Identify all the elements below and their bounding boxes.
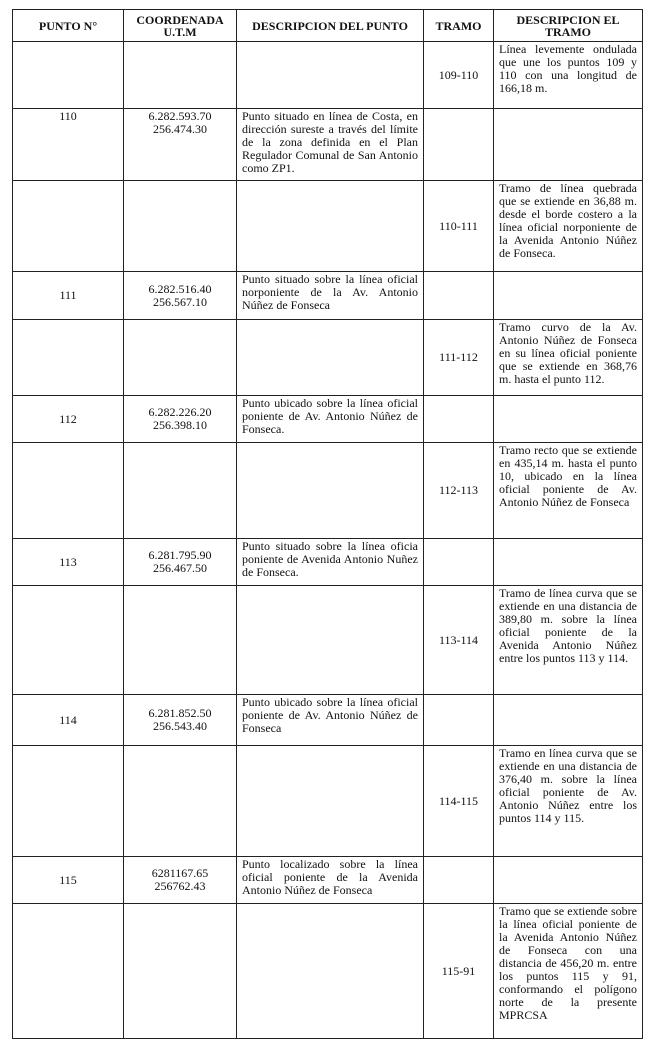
table-row [13, 396, 643, 443]
descripcion-tramo-cell [494, 272, 643, 320]
coordenada-cell [124, 586, 237, 695]
punto-cell [13, 539, 124, 586]
coordenada-cell [124, 857, 237, 904]
tramo-cell [424, 539, 494, 586]
descripcion-tramo-text: Tramo que se extiende sobre la línea oficial poniente de la Avenida Antonio Núñez de Fonseca con una distancia de 456,20 m. entre los puntos 115 y 91, conformando el polígono norte de la presente MPRCSA [499, 904, 637, 1022]
tramo-cell [424, 109, 494, 181]
tramo-cell [424, 443, 494, 539]
coord-east: 256.398.10 [153, 418, 207, 432]
descripcion-tramo-text: Línea levemente ondulada que une los puntos 109 y 110 con una longitud de 166,18 m. [499, 42, 637, 95]
descripcion-punto-cell [237, 539, 424, 586]
coord-east: 256.474.30 [153, 122, 207, 136]
table-row [13, 443, 643, 539]
descripcion-punto-cell [237, 181, 424, 272]
punto-number: 113 [59, 554, 77, 569]
header-coordenada: COORDENADA U.T.M [124, 10, 237, 42]
descripcion-punto-cell [237, 746, 424, 857]
tramo-cell [424, 42, 494, 109]
punto-cell [13, 443, 124, 539]
coordenada-cell [124, 695, 237, 746]
coord-north: 6.282.226.20 [148, 405, 212, 419]
descripcion-tramo-cell [494, 42, 643, 109]
table-row [13, 42, 643, 109]
header-descripcion-punto: DESCRIPCION DEL PUNTO [237, 10, 424, 42]
descripcion-tramo-text: Tramo curvo de la Av. Antonio Núñez de Fonseca en su línea oficial poniente que se extiende en 368,76 m. hasta el punto 112. [499, 320, 637, 386]
coordenada-cell [124, 443, 237, 539]
punto-number: 110 [59, 109, 77, 123]
descripcion-punto-text: Punto situado en línea de Costa, en dirección sureste a través del límite de la zona definida en el Plan Regulador Comunal de San Antonio como ZP1. [242, 109, 418, 175]
coordenada-cell [124, 539, 237, 586]
descripcion-tramo-cell [494, 857, 643, 904]
coordenada-cell [124, 396, 237, 443]
descripcion-punto-cell [237, 42, 424, 109]
descripcion-tramo-text: Tramo en línea curva que se extiende en una distancia de 376,40 m. sobre la línea oficial poniente de Av. Antonio Núñez entre los puntos 114 y 115. [499, 746, 637, 825]
descripcion-tramo-cell [494, 396, 643, 443]
tramo-label: 112-113 [438, 483, 479, 497]
table-row [13, 272, 643, 320]
header-punto: PUNTO N° [13, 10, 124, 42]
points-table [12, 9, 643, 1039]
descripcion-punto-text: Punto localizado sobre la línea oficial poniente de la Avenida Antonio Núñez de Fonseca [242, 857, 418, 897]
tramo-label: 115-91 [441, 963, 476, 978]
coord-north: 6.281.795.90 [148, 548, 212, 562]
punto-cell [13, 109, 124, 181]
coord-north: 6281167.65 [151, 866, 209, 880]
table-row [13, 695, 643, 746]
tramo-cell [424, 396, 494, 443]
tramo-cell [424, 181, 494, 272]
descripcion-punto-cell [237, 320, 424, 396]
coordenada-cell [124, 42, 237, 109]
descripcion-tramo-cell [494, 320, 643, 396]
punto-number: 115 [59, 872, 77, 887]
descripcion-punto-cell [237, 904, 424, 1039]
table-row [13, 109, 643, 181]
tramo-label: 114-115 [438, 793, 479, 808]
document-page [12, 9, 642, 1039]
coordenada-cell [124, 109, 237, 181]
punto-cell [13, 272, 124, 320]
punto-cell [13, 746, 124, 857]
punto-number: 111 [59, 288, 77, 302]
punto-cell [13, 42, 124, 109]
descripcion-tramo-cell [494, 586, 643, 695]
descripcion-punto-cell [237, 443, 424, 539]
punto-number: 114 [59, 712, 77, 727]
coord-north: 6.282.516.40 [148, 281, 212, 296]
header-row [13, 10, 643, 42]
descripcion-punto-text: Punto situado sobre la línea oficia poniente de Avenida Antonio Nuñez de Fonseca. [242, 539, 418, 579]
descripcion-punto-cell [237, 396, 424, 443]
coord-east: 256.467.50 [153, 561, 207, 575]
table-row [13, 320, 643, 396]
table-row [13, 539, 643, 586]
tramo-cell [424, 272, 494, 320]
header-descripcion-tramo: DESCRIPCION EL TRAMO [494, 10, 643, 42]
tramo-cell [424, 695, 494, 746]
coord-east: 256.567.10 [153, 294, 207, 309]
tramo-cell [424, 320, 494, 396]
tramo-cell [424, 857, 494, 904]
descripcion-tramo-cell [494, 109, 643, 181]
tramo-label: 110-111 [439, 218, 478, 233]
tramo-label: 109-110 [438, 67, 479, 82]
punto-cell [13, 181, 124, 272]
descripcion-tramo-text: Tramo de línea quebrada que se extiende en 36,88 m. desde el borde costero a la línea oficial norponiente de la Avenida Antonio Núñez de Fonseca. [499, 181, 637, 260]
descripcion-tramo-cell [494, 904, 643, 1039]
tramo-cell [424, 586, 494, 695]
punto-cell [13, 586, 124, 695]
descripcion-punto-cell [237, 272, 424, 320]
table-row [13, 181, 643, 272]
tramo-label: 113-114 [438, 632, 479, 647]
table-row [13, 857, 643, 904]
descripcion-tramo-cell [494, 539, 643, 586]
tramo-label: 111-112 [439, 350, 478, 364]
descripcion-punto-cell [237, 695, 424, 746]
tramo-cell [424, 904, 494, 1039]
descripcion-punto-text: Punto situado sobre la línea oficial norponiente de la Av. Antonio Núñez de Fonseca [242, 272, 418, 312]
tramo-cell [424, 746, 494, 857]
descripcion-punto-text: Punto ubicado sobre la línea oficial poniente de Av. Antonio Núñez de Fonseca [242, 695, 418, 735]
coordenada-cell [124, 746, 237, 857]
header-tramo: TRAMO [424, 10, 494, 42]
coordenada-cell [124, 904, 237, 1039]
punto-cell [13, 695, 124, 746]
descripcion-tramo-cell [494, 695, 643, 746]
descripcion-punto-cell [237, 109, 424, 181]
punto-cell [13, 320, 124, 396]
descripcion-tramo-cell [494, 181, 643, 272]
descripcion-tramo-cell [494, 443, 643, 539]
descripcion-tramo-text: Tramo de línea curva que se extiende en una distancia de 389,80 m. sobre la línea oficial poniente de la Avenida Antonio Núñez entre los puntos 113 y 114. [499, 586, 637, 665]
descripcion-punto-text: Punto ubicado sobre la línea oficial poniente de Av. Antonio Núñez de Fonseca. [242, 396, 418, 436]
table-row [13, 746, 643, 857]
coord-north: 6.282.593.70 [148, 109, 212, 123]
punto-cell [13, 396, 124, 443]
coordenada-cell [124, 272, 237, 320]
punto-cell [13, 904, 124, 1039]
coord-east: 256762.43 [154, 879, 206, 893]
coord-north: 6.281.852.50 [148, 706, 212, 720]
table-row [13, 904, 643, 1039]
descripcion-tramo-text: Tramo recto que se extiende en 435,14 m. hasta el punto 10, ubicado en la línea oficial poniente de Av. Antonio Núñez de Fonseca [499, 443, 637, 509]
punto-cell [13, 857, 124, 904]
coord-east: 256.543.40 [153, 719, 207, 733]
table-row [13, 586, 643, 695]
coordenada-cell [124, 181, 237, 272]
descripcion-punto-cell [237, 586, 424, 695]
coordenada-cell [124, 320, 237, 396]
descripcion-punto-cell [237, 857, 424, 904]
descripcion-tramo-cell [494, 746, 643, 857]
punto-number: 112 [59, 411, 77, 426]
